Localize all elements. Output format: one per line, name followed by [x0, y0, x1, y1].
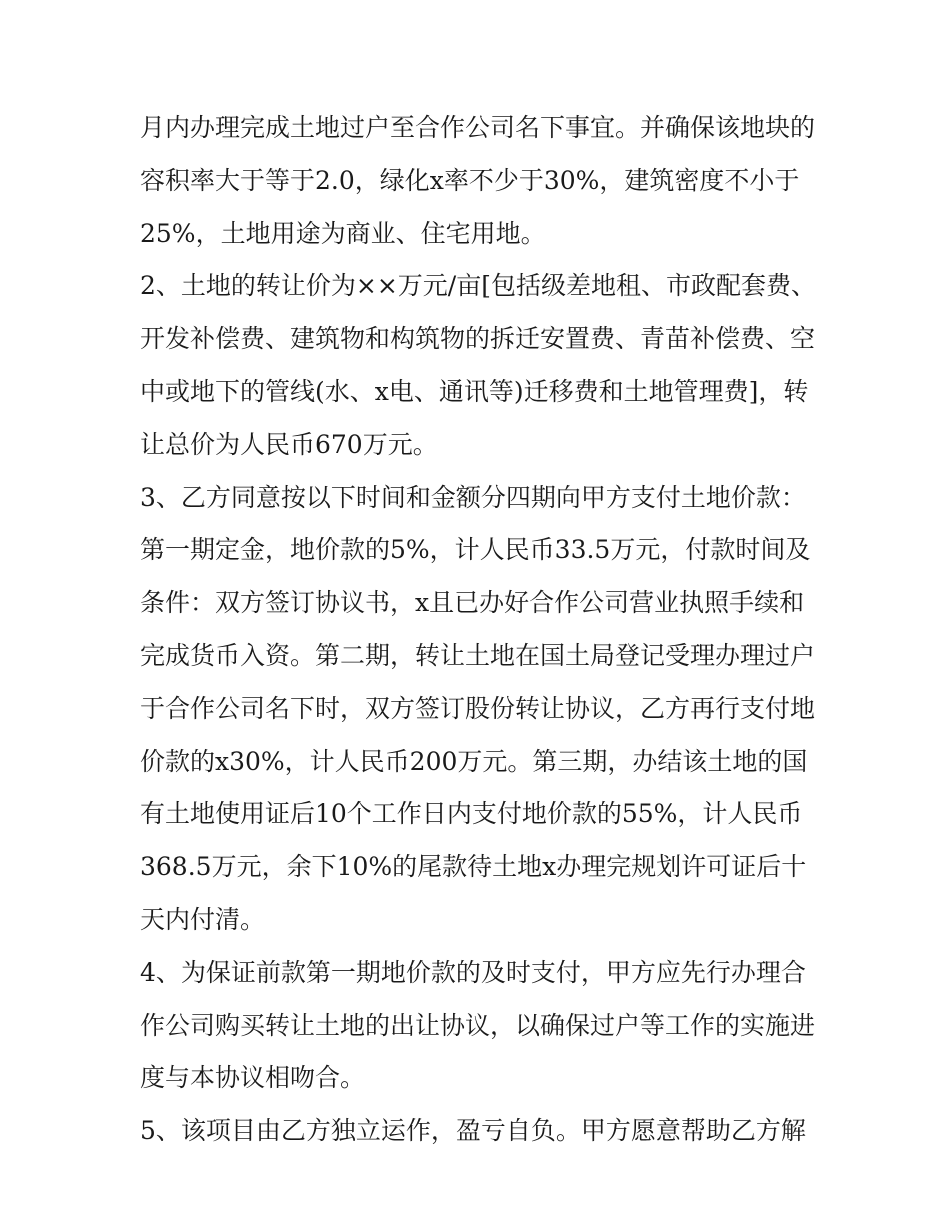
text-line: 月内办理完成土地过户至合作公司名下事宜。并确保该地块的	[140, 113, 816, 142]
text-line: 3、乙方同意按以下时间和金额分四期向甲方支付土地价款：	[140, 482, 806, 512]
text-line: 条件：双方签订协议书，x且已办好合作公司营业执照手续和	[140, 588, 805, 618]
text-line: 让总价为人民币670万元。	[140, 429, 438, 459]
text-line: 于合作公司名下时，双方签订股份转让协议，乙方再行支付地	[140, 693, 816, 723]
text-line: 完成货币入资。第二期，转让土地在国土局登记受理办理过户	[140, 640, 816, 670]
text-line: 度与本协议相吻合。	[140, 1063, 366, 1093]
text-line: 价款的x30%，计人民币200万元。第三期，办结该土地的国	[140, 746, 808, 776]
document-body	[140, 102, 820, 1158]
text-line: 有土地使用证后10个工作日内支付地价款的55%，计人民币	[140, 799, 803, 829]
text-line: 作公司购买转让土地的出让协议，以确保过户等工作的实施进	[140, 1010, 816, 1040]
text-line: 中或地下的管线(水、x电、通讯等)迁移费和土地管理费]，转	[140, 376, 809, 406]
text-line: 25%，土地用途为商业、住宅用地。	[140, 218, 546, 248]
text-line: 4、为保证前款第一期地价款的及时支付，甲方应先行办理合	[140, 957, 806, 987]
text-line: 天内付清。	[140, 904, 266, 934]
text-line: 368.5万元，余下10%的尾款待土地x办理完规划许可证后十	[140, 852, 807, 882]
text-line: 2、土地的转让价为××万元/亩[包括级差地租、市政配套费、	[140, 271, 816, 301]
text-line: 第一期定金，地价款的5%，计人民币33.5万元，付款时间及	[140, 535, 811, 565]
text-line: 开发补偿费、建筑物和构筑物的拆迁安置费、青苗补偿费、空	[140, 324, 816, 354]
text-line: 容积率大于等于2.0，绿化x率不少于30%，建筑密度不小于	[140, 165, 800, 195]
text-line: 5、该项目由乙方独立运作，盈亏自负。甲方愿意帮助乙方解	[140, 1116, 806, 1146]
